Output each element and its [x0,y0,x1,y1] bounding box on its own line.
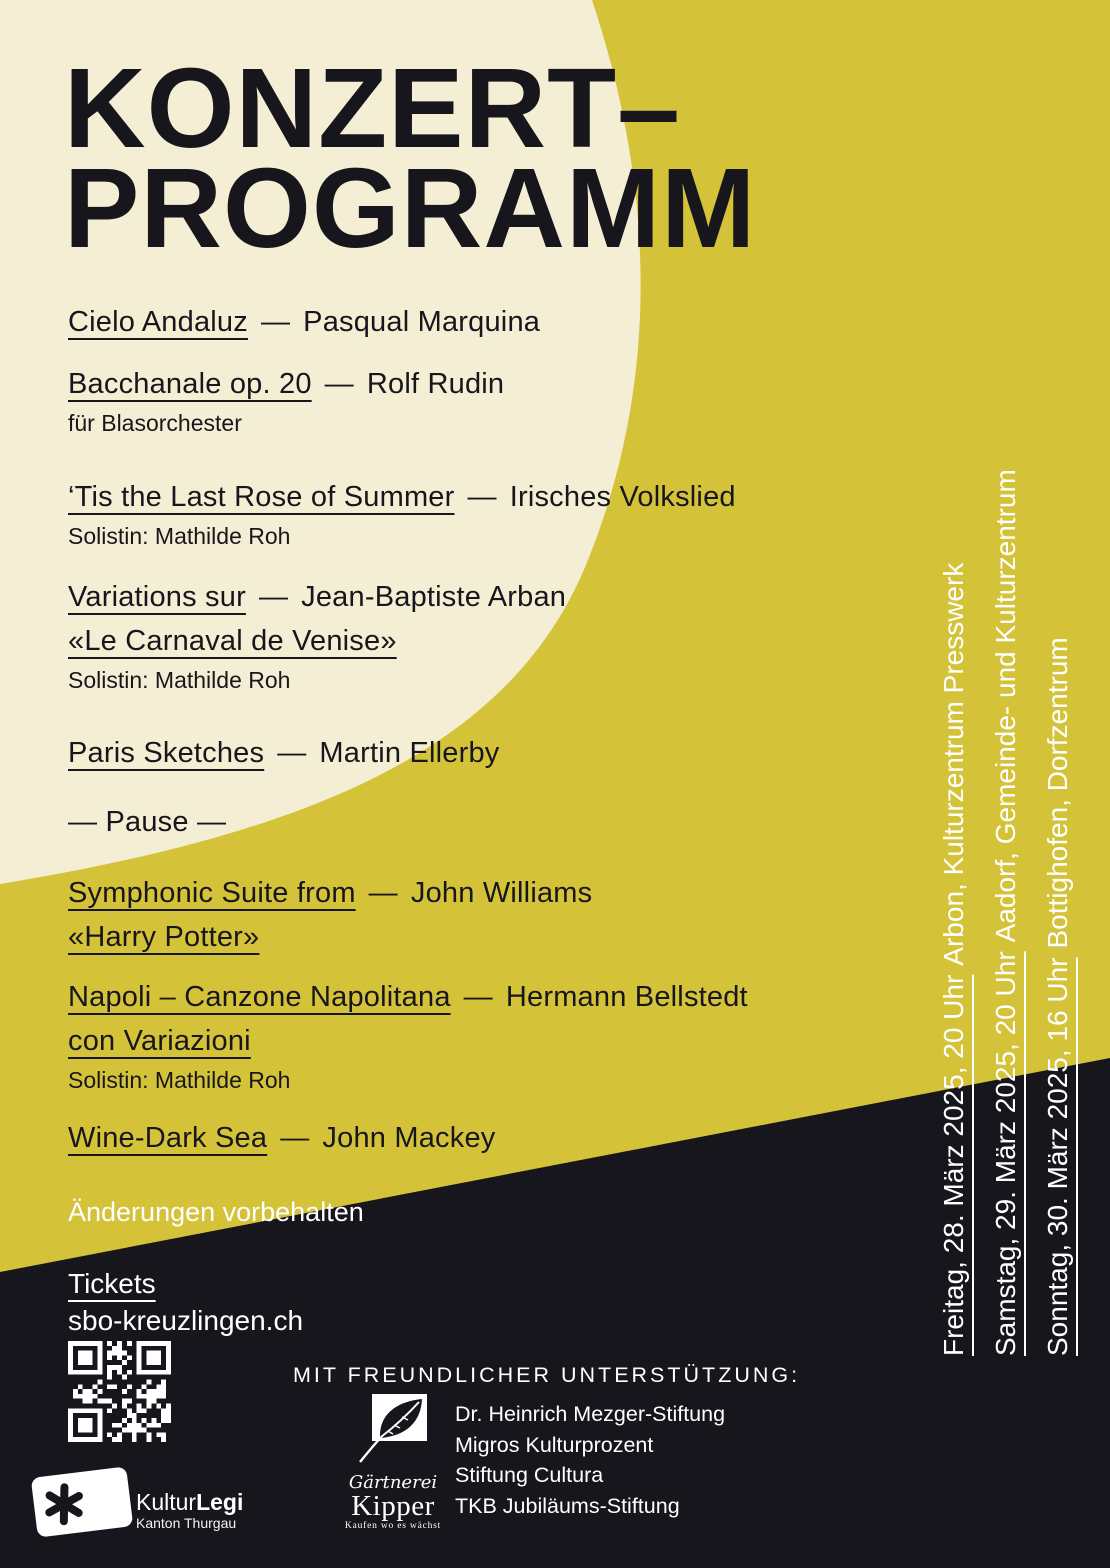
piece-composer: John Williams [410,877,593,909]
piece-composer: Jean-Baptiste Arban [301,581,567,613]
poster-title [64,45,757,271]
piece-title: Variations sur [68,581,246,613]
piece-composer: Irisches Volkslied [509,481,736,513]
title-line-1: KONZERT– [64,45,681,171]
piece-title: Paris Sketches [68,737,265,769]
piece-note: für Blasorchester [68,410,242,436]
program-list [68,300,968,1232]
tickets-url[interactable]: sbo-kreuzlingen.ch [68,1305,304,1336]
kulturlegi-region: Kanton Thurgau [136,1515,237,1531]
kulturlegi-name-regular: Kultur [136,1489,197,1515]
date-location: Arbon, Kulturzentrum Presswerk [938,562,969,966]
dash-separator: — [277,737,307,769]
kipper-tagline: Kaufen wo es wächst [344,1521,442,1531]
concert-date-sunday [1036,276,1080,1356]
piece-title-line2: «Harry Potter» [68,921,260,953]
kipper-script-line: Gärtnerei [348,1472,438,1493]
pause-label: — Pause — [68,806,227,838]
kulturlegi-text [136,1490,243,1532]
piece-title-line2: «Le Carnaval de Venise» [68,625,397,657]
sponsor-item: Stiftung Cultura [455,1463,604,1487]
piece-note: Solistin: Mathilde Roh [68,667,291,693]
dash-separator: — [368,877,398,909]
dash-separator: — [467,481,497,513]
kulturlegi-logo [26,1462,266,1558]
piece-composer: Rolf Rudin [366,368,505,400]
program-item [68,871,968,959]
program-item [68,731,968,775]
date-time: Samstag, 29. März 2025, 20 Uhr [990,951,1021,1356]
piece-title: ‘Tis the Last Rose of Summer [68,481,455,513]
piece-note: Solistin: Mathilde Roh [68,523,291,549]
program-item [68,362,968,440]
qr-code [68,1341,171,1442]
title-line-2: PROGRAMM [64,145,757,271]
program-item [68,975,968,1097]
date-location: Bottighofen, Dorfzentrum [1042,637,1073,949]
piece-title: Bacchanale op. 20 [68,368,312,400]
kipper-logo [330,1394,456,1533]
piece-title-line2: con Variazioni [68,1025,251,1057]
sponsor-list [455,1399,725,1521]
piece-composer: Pasqual Marquina [303,306,541,338]
concert-date-saturday [984,276,1028,1356]
piece-title: Cielo Andaluz [68,306,248,338]
program-item [68,1116,968,1160]
sponsor-item: Dr. Heinrich Mezger-Stiftung [455,1402,726,1426]
tickets-label: Tickets [68,1268,156,1299]
concert-date-friday [932,276,976,1356]
kulturlegi-card [31,1466,134,1537]
kipper-name: Kipper [351,1490,435,1522]
dash-separator: — [260,306,291,338]
piece-composer: Martin Ellerby [319,737,500,769]
sponsor-item: TKB Jubiläums-Stiftung [455,1493,680,1518]
disclaimer-text: Änderungen vorbehalten [68,1197,364,1227]
dash-separator: — [280,1122,310,1154]
piece-title: Symphonic Suite from [68,877,356,909]
program-item [68,300,968,344]
support-heading: MIT FREUNDLICHER UNTERSTÜTZUNG: [293,1363,801,1387]
dash-separator: — [463,981,493,1013]
asterisk-icon [31,1466,134,1537]
program-item [68,475,968,553]
piece-composer: John Mackey [322,1122,496,1154]
sponsor-item: Migros Kulturprozent [455,1432,654,1457]
program-item [68,575,968,697]
date-time: Sonntag, 30. März 2025, 16 Uhr [1042,957,1073,1356]
leaf-icon [350,1394,436,1464]
date-location: Aadorf, Gemeinde- und Kulturzentrum [990,469,1021,943]
date-time: Freitag, 28. März 2025, 20 Uhr [938,974,969,1356]
piece-title: Napoli – Canzone Napolitana [68,981,451,1013]
piece-composer: Hermann Bellstedt [505,981,748,1013]
piece-note: Solistin: Mathilde Roh [68,1067,291,1093]
piece-title: Wine-Dark Sea [68,1122,268,1154]
kulturlegi-name-bold: Legi [196,1489,244,1515]
dash-separator: — [324,368,354,400]
dash-separator: — [258,581,289,613]
